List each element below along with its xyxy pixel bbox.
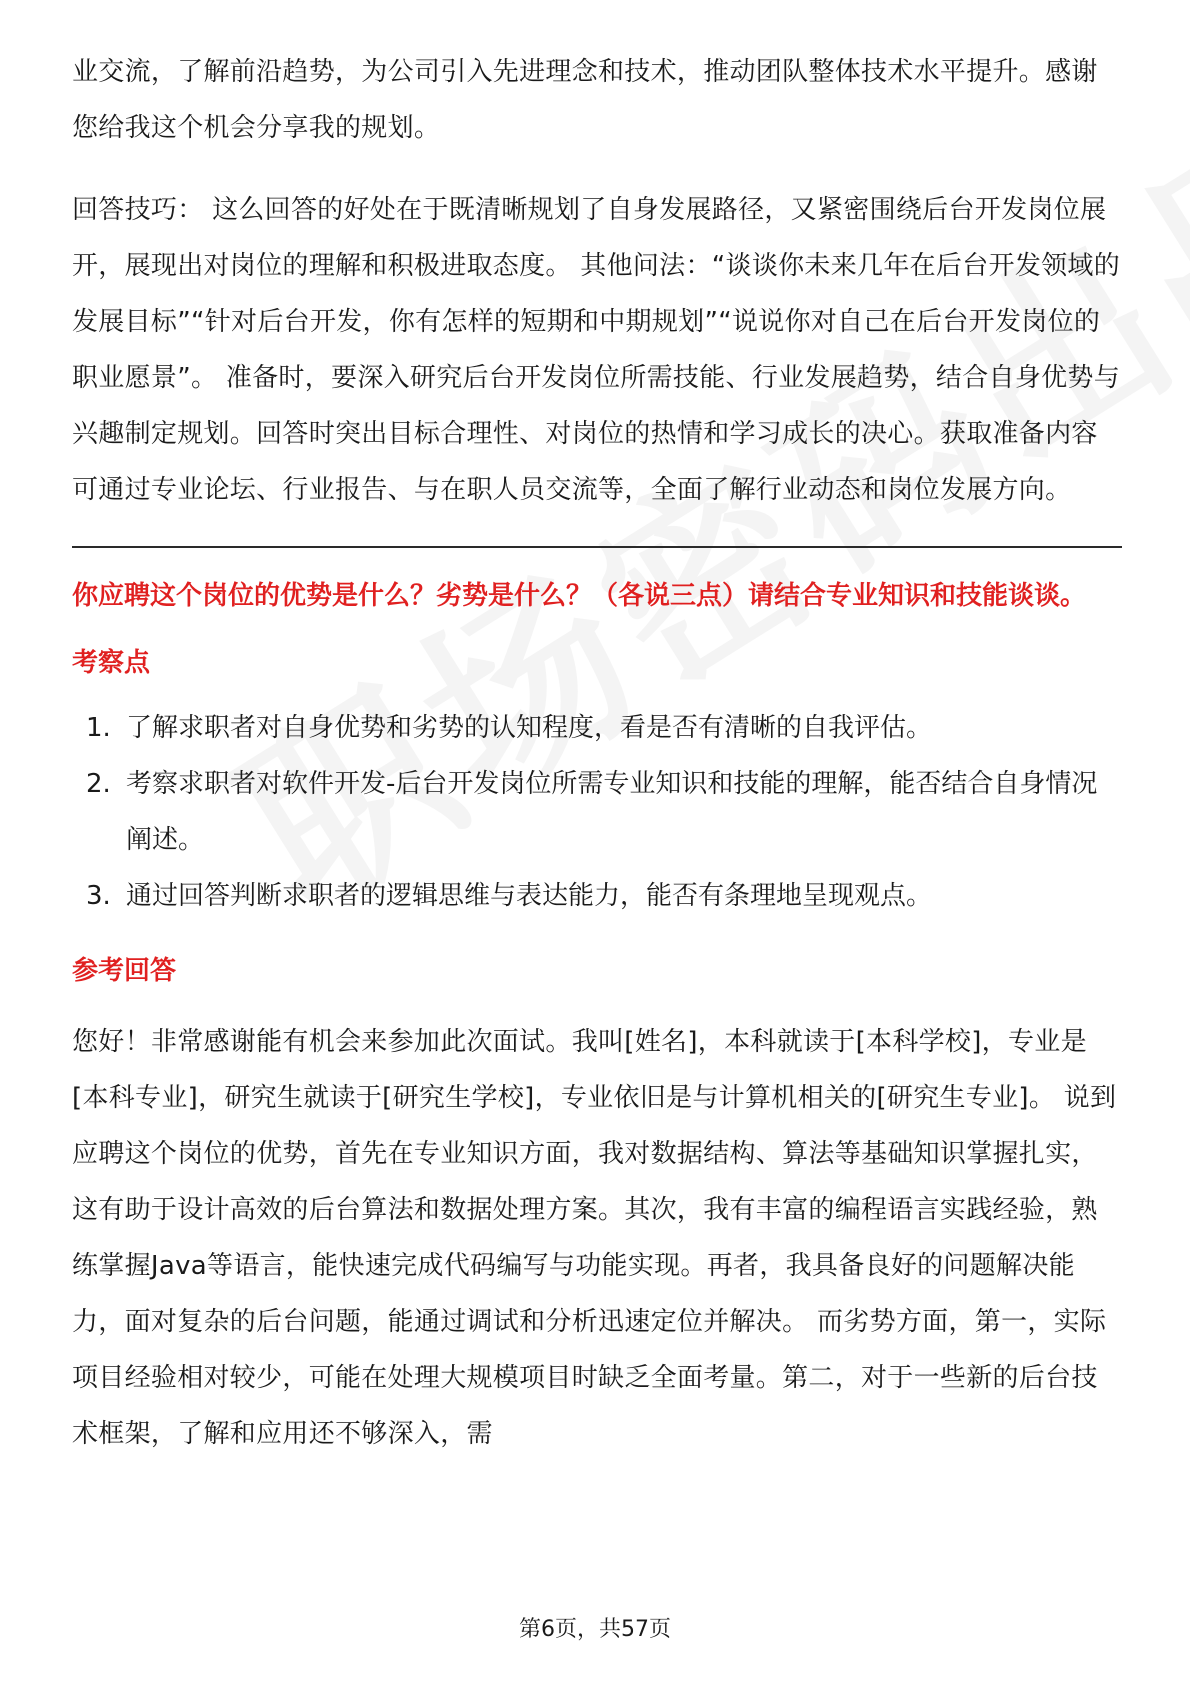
reference-answer-paragraph: 您好！非常感谢能有机会来参加此次面试。我叫[姓名]，本科就读于[本科学校]，专业是[本科专业]，研究生就读于[研究生学校]，专业依旧是与计算机相关的[研究生专业]。 说到应聘这个岗位的优势，首先在专业知识方面，我对数据结构、算法等基础知识掌握扎实，这有助于设计高效的后台算法和数据处理方案。其次，我有丰富的编程语言实践经验，熟练掌握Java等语言，能快速完成代码编写与功能实现。再者，我具备良好的问题解决能力，面对复杂的后台问题，能通过调试和分析迅速定位并解决。 而劣势方面，第一，实际项目经验相对较少，可能在处理大规模项目时缺乏全面考量。第二，对于一些新的后台技术框架，了解和应用还不够深入，需: [72, 1027, 1117, 1449]
list-item-number: 1.: [86, 713, 111, 743]
assessment-points-heading: 考察点: [72, 648, 151, 678]
list-item-number: 3.: [86, 881, 111, 911]
list-item-text: 考察求职者对软件开发-后台开发岗位所需专业知识和技能的理解，能否结合自身情况阐述。: [126, 769, 1098, 855]
intro-continuation-paragraph: 业交流，了解前沿趋势，为公司引入先进理念和技术，推动团队整体技术水平提升。感谢您给我这个机会分享我的规划。: [72, 57, 1098, 143]
question-title: 你应聘这个岗位的优势是什么？劣势是什么？（各说三点）请结合专业知识和技能谈谈。: [72, 581, 1087, 611]
list-item-text: 通过回答判断求职者的逻辑思维与表达能力，能否有条理地呈现观点。: [126, 881, 933, 911]
page-number-footer: 第6页，共57页: [519, 1617, 671, 1642]
page-content: [72, 44, 1122, 1462]
reference-answer-heading: 参考回答: [72, 956, 177, 986]
list-item-number: 2.: [86, 769, 111, 799]
section-divider: [72, 546, 1122, 548]
list-item-text: 了解求职者对自身优势和劣势的认知程度，看是否有清晰的自我评估。: [126, 713, 933, 743]
assessment-points-list: [72, 700, 1122, 924]
list-item: [72, 868, 1122, 924]
list-item: [72, 700, 1122, 756]
list-item: [72, 756, 1122, 868]
answer-tips-paragraph: 回答技巧： 这么回答的好处在于既清晰规划了自身发展路径，又紧密围绕后台开发岗位展开，展现出对岗位的理解和积极进取态度。 其他问法：“谈谈你未来几年在后台开发领域的发展目标”“针对后台开发，你有怎样的短期和中期规划”“说说你对自己在后台开发岗位的职业愿景”。 准备时，要深入研究后台开发岗位所需技能、行业发展趋势，结合自身优势与兴趣制定规划。回答时突出目标合理性、对岗位的热情和学习成长的决心。获取准备内容可通过专业论坛、行业报告、与在职人员交流等，全面了解行业动态和岗位发展方向。: [72, 195, 1121, 505]
